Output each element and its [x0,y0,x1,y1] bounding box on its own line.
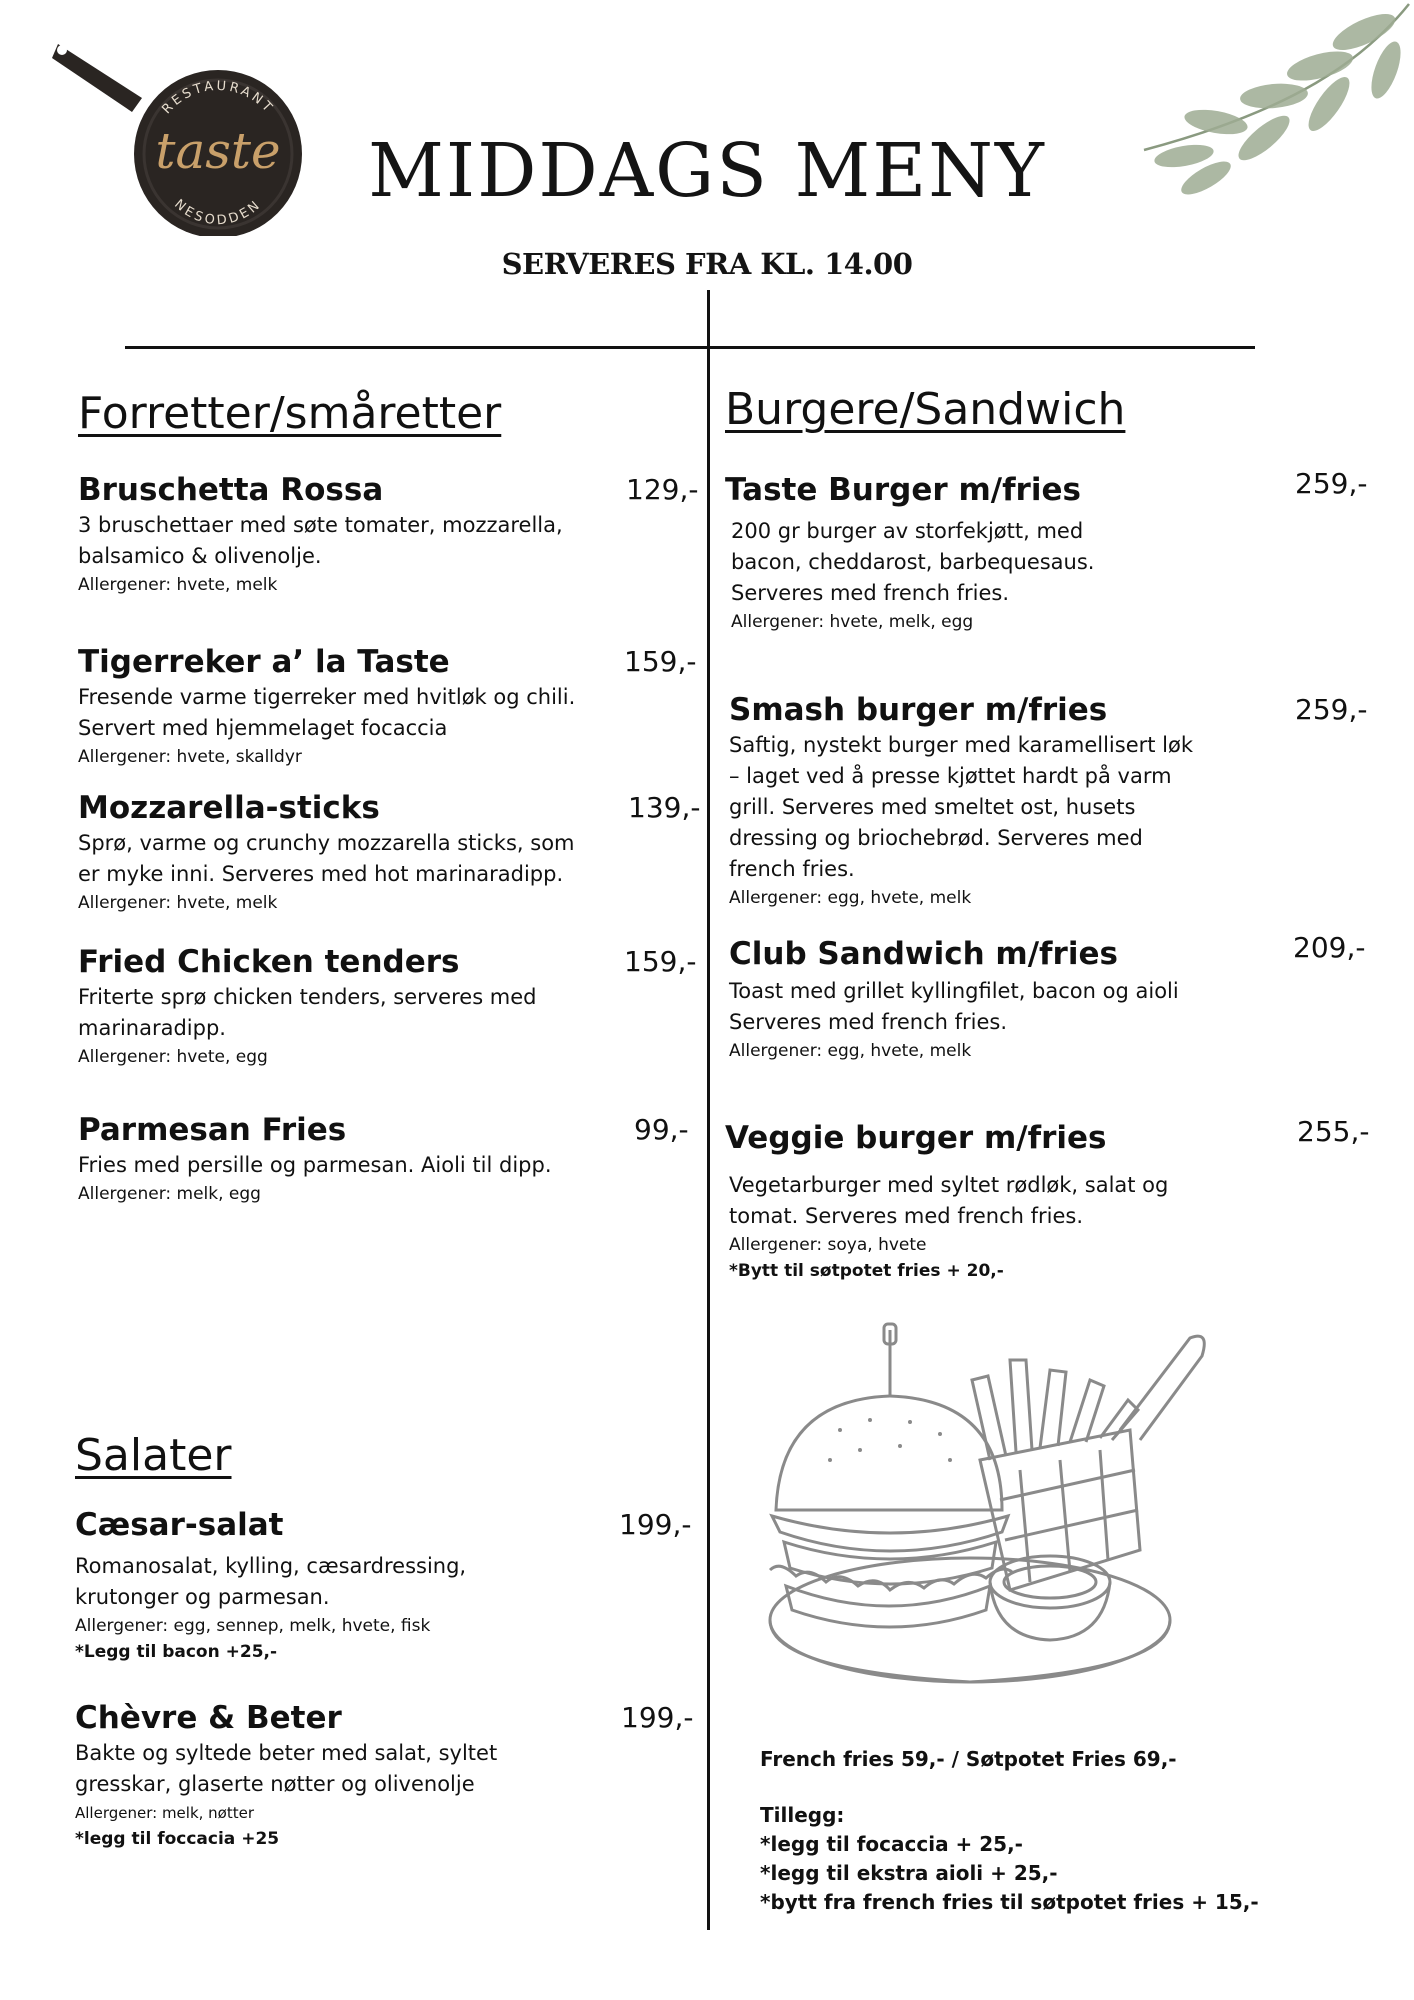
section-title-starters: Forretter/småretter [78,388,502,439]
svg-text:NESODDEN: NESODDEN [171,196,265,229]
menu-item [729,931,1366,1064]
item-allergens: Allergener: soya, hvete [729,1235,927,1255]
menu-item [75,1698,695,1852]
horizontal-divider [125,346,1255,349]
item-name: Smash burger m/fries [729,692,1108,728]
item-name: Tigerreker a’ la Taste [78,644,450,680]
item-desc: 200 gr burger av storfekjøtt, med [731,519,1084,543]
svg-text:taste: taste [155,122,281,180]
item-allergens: Allergener: hvete, melk, egg [731,612,974,632]
extras-line: *legg til focaccia + 25,- [760,1832,1023,1856]
item-name: Taste Burger m/fries [725,472,1081,508]
item-allergens: Allergener: melk, egg [78,1184,261,1204]
item-price: 259,- [1295,693,1368,726]
item-desc: bacon, cheddarost, barbequesaus. [731,550,1095,574]
item-allergens: Allergener: hvete, egg [78,1047,268,1067]
section-title-salads: Salater [75,1430,232,1481]
item-desc: Vegetarburger med syltet rødløk, salat og [729,1173,1169,1197]
burger-fries-illustration [740,1320,1220,1700]
menu-item [75,1505,695,1665]
item-desc: 3 bruschettaer med søte tomater, mozzarella, [78,513,563,537]
menu-title: MIDDAGS MENY [368,128,1046,214]
item-desc: Bakte og syltede beter med salat, syltet [75,1741,498,1765]
item-price: 255,- [1297,1115,1370,1148]
item-desc: Fresende varme tigerreker med hvitløk og chili. [78,685,576,709]
menu-item [725,467,1368,635]
item-name: Fried Chicken tenders [78,944,460,980]
item-desc: Fries med persille og parmesan. Aioli til dipp. [78,1153,552,1177]
item-price: 259,- [1295,467,1368,500]
item-desc: Sprø, varme og crunchy mozzarella sticks, som [78,831,575,855]
item-allergens: Allergener: egg, sennep, melk, hvete, fisk [75,1616,431,1636]
item-price: 99,- [634,1113,689,1146]
item-extra: *legg til foccacia +25 [75,1829,280,1849]
menu-item [729,690,1368,911]
item-allergens: Allergener: hvete, melk [78,893,278,913]
item-desc: – laget ved å presse kjøttet hardt på varm [729,764,1172,788]
item-desc: balsamico & olivenolje. [78,544,322,568]
item-desc: dressing og briochebrød. Serveres med [729,826,1143,850]
section-title-burgers: Burgere/Sandwich [725,384,1126,435]
item-desc: Romanosalat, kylling, cæsardressing, [75,1554,467,1578]
item-extra: *Legg til bacon +25,- [75,1642,278,1662]
item-desc: Saftig, nystekt burger med karamellisert løk [729,733,1194,757]
menu-item [78,642,698,770]
menu-subtitle: SERVERES FRA KL. 14.00 [501,247,913,281]
menu-item [78,1110,698,1207]
item-name: Mozzarella-sticks [78,790,380,826]
item-desc: Toast med grillet kyllingfilet, bacon og aioli [729,979,1179,1003]
item-price: 199,- [619,1508,692,1541]
item-name: Club Sandwich m/fries [729,936,1118,972]
item-desc: Friterte sprø chicken tenders, serveres med [78,985,537,1009]
menu-item [78,788,701,916]
item-price: 159,- [624,945,697,978]
item-name: Chèvre & Beter [75,1700,342,1736]
item-desc: krutonger og parmesan. [75,1585,330,1609]
item-desc: grill. Serveres med smeltet ost, husets [729,795,1136,819]
item-desc: french fries. [729,857,855,881]
item-allergens: Allergener: egg, hvete, melk [729,888,972,908]
item-allergens: Allergener: hvete, skalldyr [78,747,302,767]
item-desc: Serveres med french fries. [731,581,1010,605]
item-price: 129,- [626,473,699,506]
item-desc: er myke inni. Serveres med hot marinaradipp. [78,862,564,886]
item-allergens: Allergener: melk, nøtter [75,1804,255,1822]
menu-item [725,1115,1370,1284]
item-price: 139,- [628,791,701,824]
item-desc: marinaradipp. [78,1016,226,1040]
item-name: Parmesan Fries [78,1112,347,1148]
extras-line: *bytt fra french fries til søtpotet fries + 15,- [760,1890,1259,1914]
item-allergens: Allergener: egg, hvete, melk [729,1041,972,1061]
item-desc: tomat. Serveres med french fries. [729,1204,1084,1228]
item-name: Bruschetta Rossa [78,472,384,508]
fries-prices: French fries 59,- / Søtpotet Fries 69,- [760,1747,1177,1771]
extras-title: Tillegg: [760,1803,845,1827]
item-desc: gresskar, glaserte nøtter og olivenolje [75,1772,475,1796]
svg-text:RESTAURANT: RESTAURANT [159,78,277,118]
item-desc: Serveres med french fries. [729,1010,1008,1034]
item-desc: Servert med hjemmelaget focaccia [78,716,448,740]
extras-line: *legg til ekstra aioli + 25,- [760,1861,1058,1885]
item-allergens: Allergener: hvete, melk [78,575,278,595]
menu-item [78,470,698,598]
vertical-divider [707,290,710,1930]
item-price: 159,- [624,645,697,678]
item-price: 209,- [1293,931,1366,964]
item-price: 199,- [621,1701,694,1734]
item-name: Veggie burger m/fries [725,1120,1107,1156]
extras-block [760,1745,1320,1917]
item-name: Cæsar-salat [75,1507,284,1543]
menu-item [78,942,698,1070]
item-extra: *Bytt til søtpotet fries + 20,- [729,1261,1004,1281]
